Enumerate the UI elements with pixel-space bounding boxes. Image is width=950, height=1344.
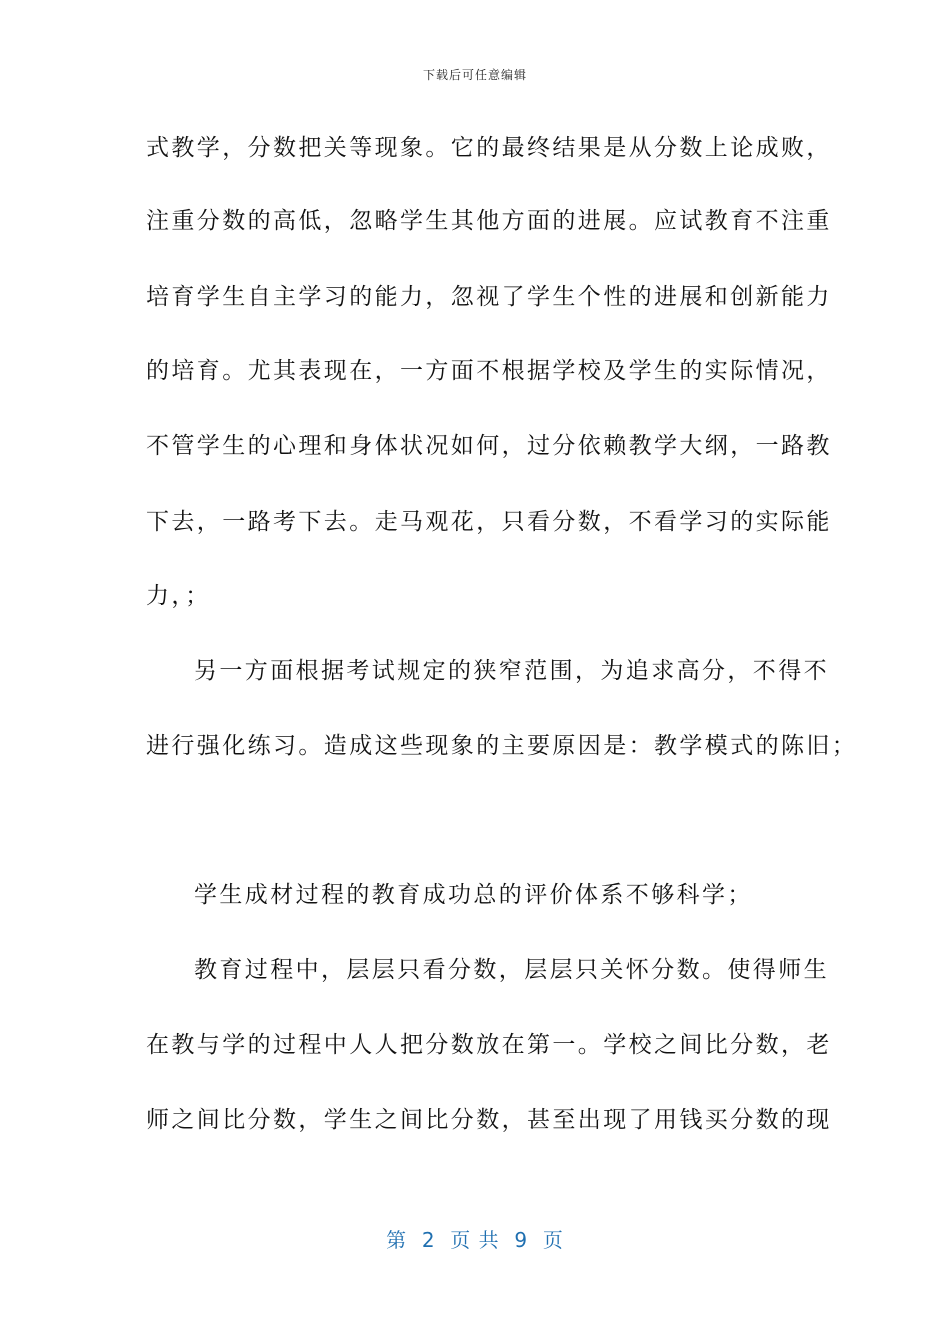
text-line: 培育学生自主学习的能力，忽视了学生个性的进展和创新能力 — [146, 284, 832, 310]
paragraph-first-line: 教育过程中，层层只看分数，层层只关怀分数。使得师生 — [194, 957, 829, 983]
text-line: 在教与学的过程中人人把分数放在第一。学校之间比分数，老 — [146, 1032, 832, 1058]
page-header: 下载后可任意编辑 — [422, 68, 527, 82]
text-line: 力，； — [146, 583, 211, 609]
paragraph-first-line: 另一方面根据考试规定的狭窄范围，为追求高分，不得不 — [194, 658, 829, 684]
text-line: 式教学，分数把关等现象。它的最终结果是从分数上论成败， — [146, 135, 832, 161]
text-line: 注重分数的高低，忽略学生其他方面的进展。应试教育不注重 — [146, 208, 832, 234]
page-number-footer: 第 2 页 共 9 页 — [386, 1228, 564, 1252]
text-line: 下去，一路考下去。走马观花，只看分数，不看学习的实际能 — [146, 509, 832, 535]
text-line: 进行强化练习。造成这些现象的主要原因是：教学模式的陈旧； — [146, 733, 858, 759]
text-line: 的培育。尤其表现在，一方面不根据学校及学生的实际情况， — [146, 358, 832, 384]
text-line: 师之间比分数，学生之间比分数，甚至出现了用钱买分数的现 — [146, 1107, 832, 1133]
paragraph-first-line: 学生成材过程的教育成功总的评价体系不够科学； — [194, 882, 753, 908]
text-line: 不管学生的心理和身体状况如何，过分依赖教学大纲，一路教 — [146, 433, 832, 459]
